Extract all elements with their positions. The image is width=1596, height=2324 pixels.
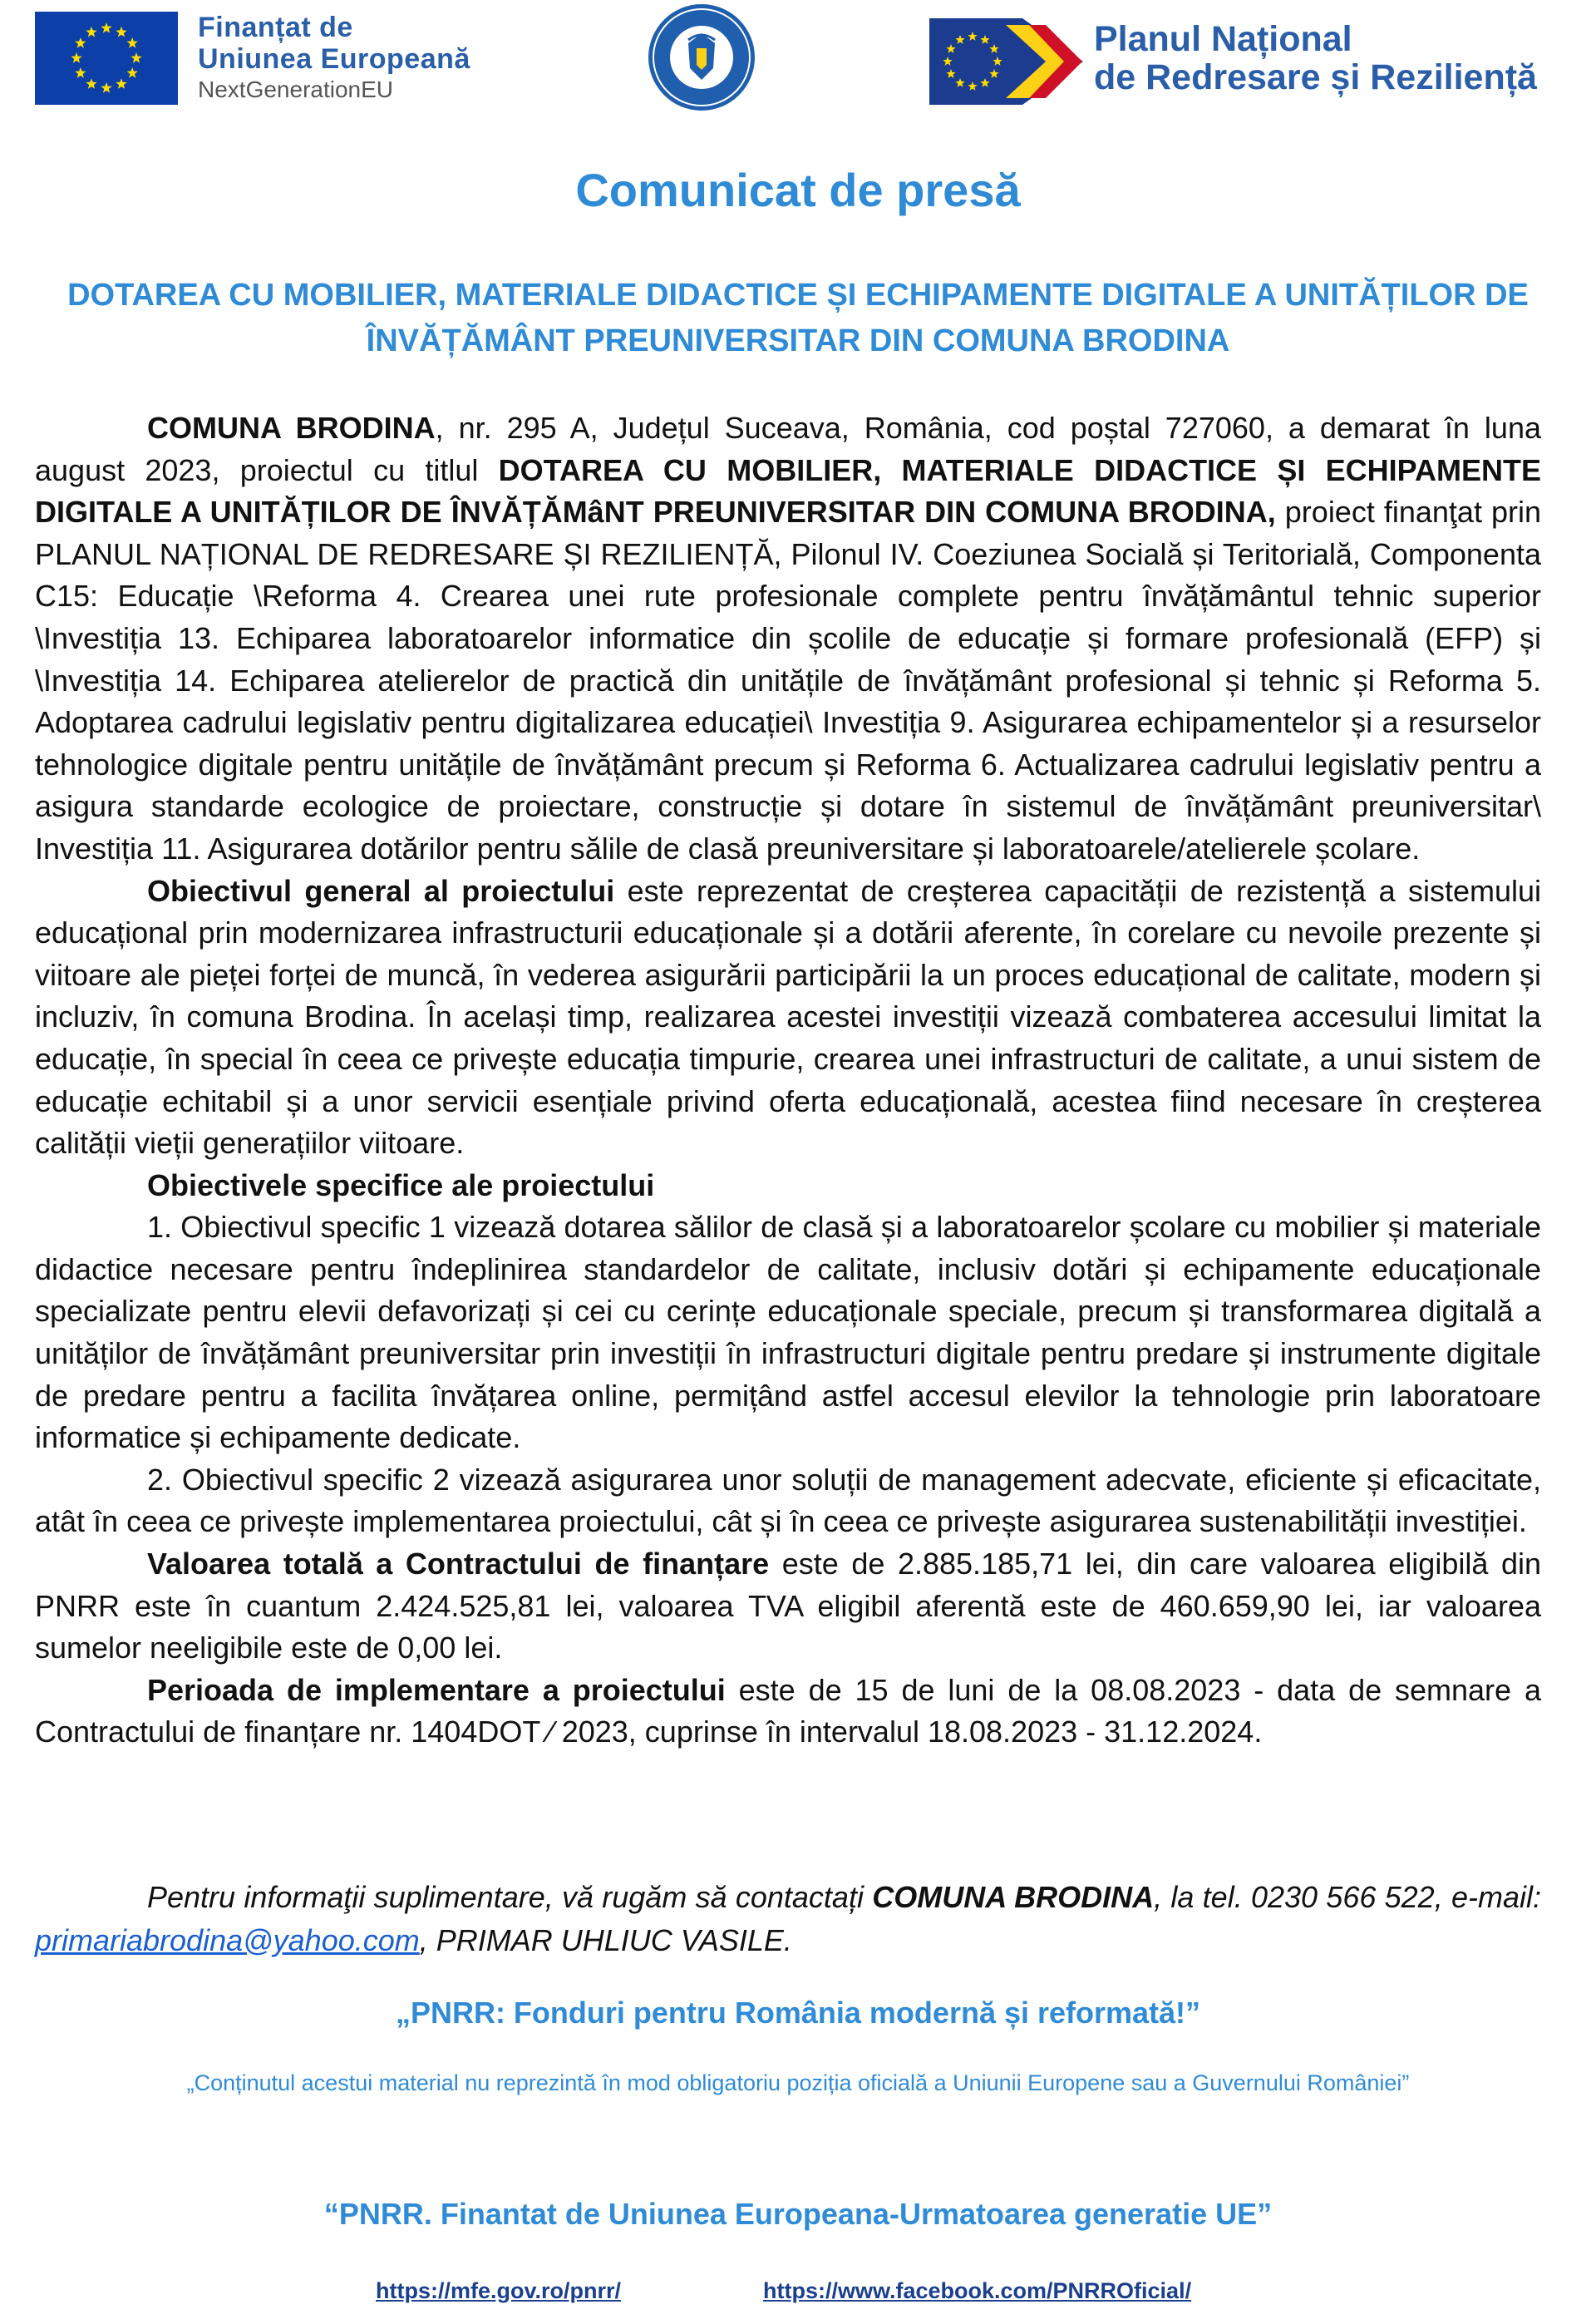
implementation-period-label: Perioada de implementare a proiectului	[147, 1672, 726, 1707]
contact-text-1: Pentru informaţii suplimentare, vă rugăm să contactați	[147, 1880, 873, 1914]
contract-value-label: Valoarea totală a Contractului de finanțare	[147, 1547, 770, 1581]
contract-value-text: este de 2.885.185,71 lei, din care valoarea eligibilă din PNRR este în cuantum 2.424.525,81 lei, valoarea TVA eligibil aferentă este de 460.659,90 lei, iar valoarea sumelor neeligibile este de 0,00 lei.	[35, 1547, 1541, 1665]
specific-objectives-heading	[35, 1165, 1541, 1207]
intro-text-1: , nr. 295 A, Județul Suceava, România, cod poștal 727060, a demarat în luna august 2023, proiectul cu titlul	[35, 411, 1541, 487]
contact-text-3: , PRIMAR UHLIUC VASILE.	[419, 1923, 792, 1957]
page-title: Comunicat de presă	[575, 164, 1021, 216]
general-objective-text: este reprezentat de creșterea capacității de rezistență a sistemului educațional prin modernizarea infrastructurii educaționale și a dotării aferente, în corelare cu nevoile prezente și viitoare ale pieței forței de muncă, în vederea asigurării participării la un proces educațional de calitate, modern și incluziv, în comuna Brodina. În același timp, realizarea acestei investiții vizează combaterea accesului limitat la educație, în special în ceea ce privește educația timpurie, crearea unei infrastructuri de calitate, a unui sistem de educație echitabil și a unor servicii esențiale privind oferta educațională, acestea fiind necesare în creșterea calității vieții generațiilor viitoare.	[35, 873, 1541, 1161]
facebook-pnrr-link[interactable]: https://www.facebook.com/PNRROficial/	[763, 2278, 1192, 2303]
eu-logo-text	[198, 12, 470, 105]
eu-funding-logo	[35, 12, 500, 105]
contact-paragraph	[35, 1876, 1541, 1962]
specific-objectives-heading-text: Obiectivele specifice ale proiectului	[147, 1167, 655, 1202]
pnrr-logo-text	[1094, 20, 1537, 96]
contract-value-paragraph	[35, 1543, 1541, 1670]
specific-objective-1: 1. Obiectivul specific 1 vizează dotarea sălilor de clasă și a laboratoarelor școlare cu mobilier și materiale didactice necesare pentru îndeplinirea standardelor de calitate, inclusiv dotări și echipamente educaționale specializate pentru elevii defavorizați și cei cu cerințe educaționale speciale, precum și transformarea digitală a unităților de învățământ preuniversitar prin investiții în infrastructuri digitale pentru predare și instrumente digitale de predare pentru a facilita învățarea online, permițând astfel accesul elevilor la tehnologie prin laboratoare informatice și echipamente dedicate.	[35, 1210, 1541, 1455]
disclaimer: „Conținutul acestui material nu reprezintă în mod obligatoriu poziția oficială a Uniunii Europene sau a Guvernului României”	[186, 2070, 1410, 2095]
general-objective-paragraph	[35, 871, 1541, 1165]
general-objective-label: Obiectivul general al proiectului	[147, 873, 615, 908]
implementation-period-paragraph	[35, 1670, 1541, 1754]
project-title-line2: ÎNVĂȚĂMÂNT PREUNIVERSITAR DIN COMUNA BRODINA	[366, 323, 1230, 358]
eu-logo-line2: Uniunea Europeană	[198, 43, 470, 75]
eu-logo-line1: Finanțat de	[198, 12, 353, 43]
footer-links	[0, 2278, 1596, 2312]
intro-bold-commune: COMUNA BRODINA	[147, 411, 436, 445]
pnrr-slogan: „PNRR: Fonduri pentru România modernă și reformată!”	[395, 1996, 1201, 2030]
project-title-line1: DOTAREA CU MOBILIER, MATERIALE DIDACTICE ȘI ECHIPAMENTE DIGITALE A UNITĂȚILOR DE	[67, 278, 1529, 313]
contact-email-link[interactable]: primariabrodina@yahoo.com	[35, 1923, 420, 1957]
intro-bold-project: DOTAREA CU MOBILIER, MATERIALE DIDACTICE ȘI ECHIPAMENTE DIGITALE A UNITĂȚILOR DE ÎNVĂȚĂMâNT PREUNIVERSITAR DIN COMUNA BRODINA,	[35, 452, 1541, 530]
specific-objective-2: 2. Obiectivul specific 2 vizează asigurarea unor soluții de management adecvate, eficiente și eficacitate, atât în ceea ce privește implementarea proiectului, cât și în ceea ce privește asigurarea sustenabilității investiției.	[35, 1462, 1541, 1539]
eu-funding-slogan: “PNRR. Finantat de Uniunea Europeana-Urmatoarea generatie UE”	[323, 2197, 1273, 2231]
project-title	[58, 273, 1538, 364]
intro-text-2: proiect finanţat prin PLANUL NAȚIONAL DE REDRESARE ȘI REZILIENȚĂ, Pilonul IV. Coeziunea Socială și Teritorială, Componenta C15: Educație \Reforma 4. Crearea unei rute profesionale complete pentru învățământul tehnic superior \Investiția 13. Echiparea laboratoarelor informatice din școlile de educație și formare profesională (EFP) și \Investiția 14. Echiparea atelierelor de practică din unitățile de învățământ profesional și tehnic și Reforma 5. Adoptarea cadrului legislativ pentru digitalizarea educației\ Investiția 9. Asigurarea echipamentelor și a resurselor tehnologice digitale pentru unitățile de învățământ precum și Reforma 6. Actualizarea cadrului legislativ pentru a asigura standarde ecologice de proiectare, construcție și dotare în sistemul de învățământ preuniversitar\ Investiția 11. Asigurarea dotărilor pentru sălile de clasă preuniversitare și laboratoarele/atelierele școlare.	[35, 495, 1541, 866]
header-logos	[0, 0, 1596, 125]
eu-flag-icon	[35, 12, 178, 105]
contact-text-2: , la tel. 0230 566 522, e-mail:	[1154, 1880, 1541, 1914]
mfe-pnrr-link[interactable]: https://mfe.gov.ro/pnrr/	[376, 2278, 621, 2303]
press-release-body	[35, 407, 1541, 1754]
eu-logo-line3: NextGenerationEU	[198, 76, 394, 102]
pnrr-arrow-icon	[929, 18, 1083, 105]
implementation-period-text: este de 15 de luni de la 08.08.2023 - data de semnare a Contractului de finanțare nr. 1404DOT ⁄ 2023, cuprinse în intervalul 18.08.2023 - 31.12.2024.	[35, 1672, 1541, 1749]
contact-info	[35, 1876, 1541, 1962]
pnrr-logo	[929, 18, 1578, 105]
intro-paragraph	[35, 407, 1541, 871]
pnrr-logo-line2: de Redresare și Reziliență	[1094, 57, 1537, 97]
contact-bold-commune: COMUNA BRODINA	[872, 1880, 1155, 1914]
guvernul-romaniei-seal-icon	[638, 2, 765, 113]
pnrr-logo-line1: Planul Național	[1094, 19, 1352, 59]
